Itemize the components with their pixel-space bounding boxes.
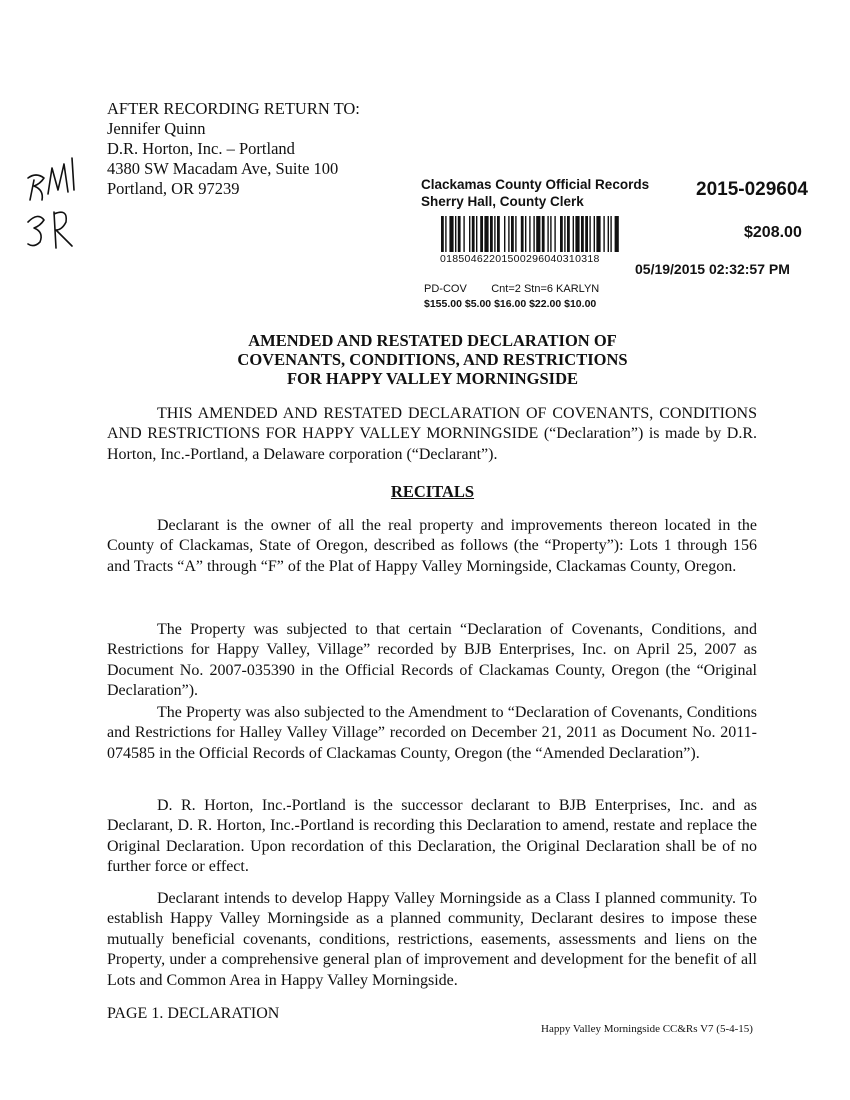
recital-paragraph-5: Declarant intends to develop Happy Valley Morningside as a Class I planned community. To establish Happy Valley Morningside as a planned community, Declarant desires to impose these mutually beneficial covenants, conditions, restrictions, easements, assessments and liens on the Property, under a comprehensive general plan of improvement and development for the benefit of all Lots and Common Area in Happy Valley Morningside.	[107, 890, 757, 989]
recording-office-name: Clackamas County Official Records	[421, 177, 650, 192]
recording-amounts: $155.00 $5.00 $16.00 $22.00 $10.00	[424, 298, 597, 310]
title-line-2: COVENANTS, CONDITIONS, AND RESTRICTIONS	[237, 350, 628, 369]
return-street: 4380 SW Macadam Ave, Suite 100	[107, 159, 339, 178]
return-name: Jennifer Quinn	[107, 119, 206, 138]
return-heading: AFTER RECORDING RETURN TO:	[107, 99, 360, 118]
barcode-number: 01850462201500296040310318	[440, 253, 600, 265]
recording-clerk: Sherry Hall, County Clerk	[421, 194, 584, 209]
recitals-heading: RECITALS	[390, 482, 475, 501]
document-version: Happy Valley Morningside CC&Rs V7 (5-4-15)	[541, 1023, 753, 1035]
recital-paragraph-2: The Property was subjected to that certain “Declaration of Covenants, Conditions, and Restrictions for Happy Valley, Village” recorded by BJB Enterprises, Inc. on April 25, 2007 as Document No. 2007-035390 in the Official Records of Clackamas County, Oregon (the “Original Declaration”).	[107, 621, 757, 700]
document-title	[150, 331, 715, 388]
title-line-3: FOR HAPPY VALLEY MORNINGSIDE	[286, 369, 579, 388]
recording-fee: $208.00	[744, 224, 802, 241]
handwritten-initials	[22, 150, 92, 255]
return-city: Portland, OR 97239	[107, 179, 240, 198]
recording-datetime: 05/19/2015 02:32:57 PM	[635, 261, 790, 277]
recording-document-number: 2015-029604	[696, 179, 808, 200]
recording-codes: PD-COV Cnt=2 Stn=6 KARLYN	[424, 283, 600, 295]
intro-paragraph: THIS AMENDED AND RESTATED DECLARATION OF COVENANTS, CONDITIONS AND RESTRICTIONS FOR HAPPY VALLEY MORNINGSIDE (“Declaration”) is made by D.R. Horton, Inc.-Portland, a Delaware corporation (“Declarant”).	[107, 405, 757, 463]
recital-paragraph-3: The Property was also subjected to the Amendment to “Declaration of Covenants, Conditions and Restrictions for Halley Valley Village” recorded on December 21, 2011 as Document No. 2011-074585 in the Official Records of Clackamas County, Oregon (the “Amended Declaration”).	[107, 704, 757, 762]
recital-paragraph-1: Declarant is the owner of all the real property and improvements thereon located in the County of Clackamas, State of Oregon, described as follows (the “Property”): Lots 1 through 156 and Tracts “A” through “F” of the Plat of Happy Valley Morningside, Clackamas County, Oregon.	[107, 517, 757, 575]
page-label: PAGE 1. DECLARATION	[107, 1005, 280, 1022]
recording-office	[421, 176, 649, 210]
title-line-1: AMENDED AND RESTATED DECLARATION OF	[248, 331, 617, 350]
return-address-block	[107, 99, 360, 199]
recording-codes-block	[424, 282, 599, 312]
return-company: D.R. Horton, Inc. – Portland	[107, 139, 295, 158]
recording-barcode	[441, 216, 696, 252]
recital-paragraph-4: D. R. Horton, Inc.-Portland is the successor declarant to BJB Enterprises, Inc. and as Declarant, D. R. Horton, Inc.-Portland is recording this Declaration to amend, restate and replace the Original Declaration. Upon recordation of this Declaration, the Original Declaration shall be of no further force or effect.	[107, 797, 757, 876]
